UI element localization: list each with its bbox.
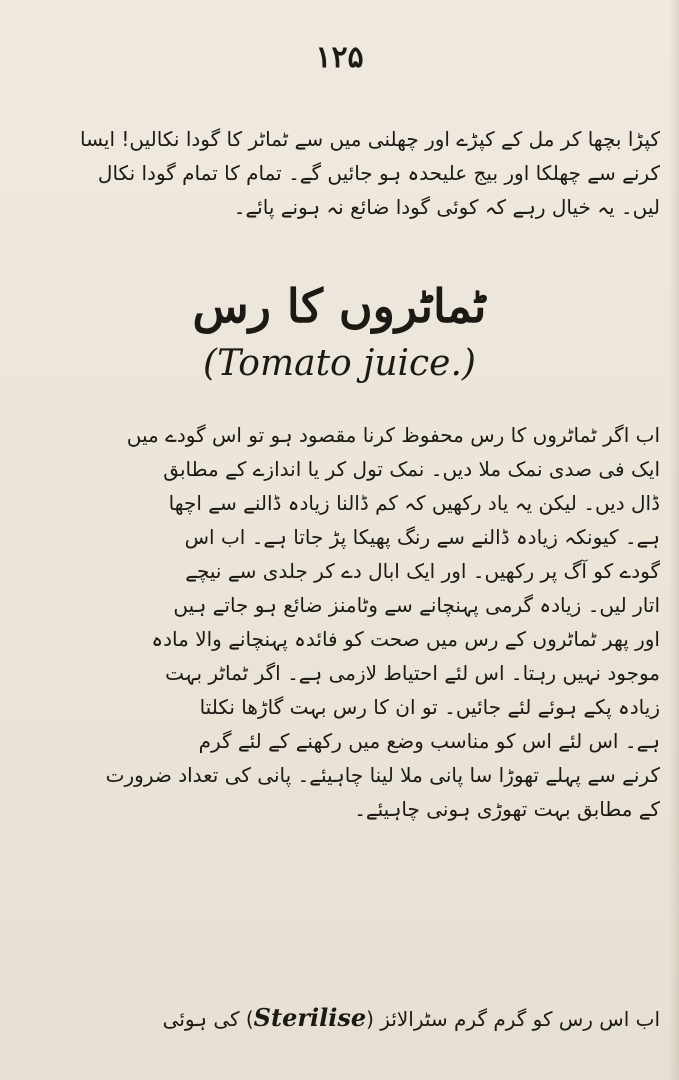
last-text-line xyxy=(60,998,660,1038)
main-paragraph xyxy=(58,418,660,826)
text-line: موجود نہیں رہتا۔ اس لئے احتیاط لازمی ہے۔ اگر ٹماٹر بہت xyxy=(165,661,660,685)
text-line: کرنے سے پہلے تھوڑا سا پانی ملا لینا چاہیئے۔ پانی کی تعداد ضرورت xyxy=(105,763,660,787)
text-line: ہے۔ اس لئے اس کو مناسب وضع میں رکھنے کے لئے گرم xyxy=(198,729,660,753)
text-line: اتار لیں۔ زیادہ گرمی پہنچانے سے وٹامنز ضائع ہو جاتے ہیں xyxy=(173,593,660,617)
section-heading-english: (Tomato juice.) xyxy=(203,343,476,384)
text-line: کے مطابق بہت تھوڑی ہونی چاہیئے۔ xyxy=(354,797,660,821)
text-line: ڈال دیں۔ لیکن یہ یاد رکھیں کہ کم ڈالنا زیادہ ڈالنے سے اچھا xyxy=(168,491,660,515)
page-number: ۱۲۵ xyxy=(315,40,364,75)
text-line: کرنے سے چھلکا اور بیج علیحدہ ہو جائیں گے۔ تمام کا تمام گودا نکال xyxy=(97,161,660,185)
text-line: کپڑا بچھا کر مل کے کپڑے اور چھلنی میں سے ٹماٹر کا گودا نکالیں! ایسا xyxy=(79,127,660,151)
page-edge-shadow xyxy=(669,0,679,1080)
section-heading-urdu: ٹماٹروں کا رس xyxy=(192,279,487,333)
text-line: زیادہ پکے ہوئے لئے جائیں۔ تو ان کا رس بہت گاڑھا نکلتا xyxy=(199,695,660,719)
text-line: اب اگر ٹماٹروں کا رس محفوظ کرنا مقصود ہو تو اس گودے میں xyxy=(126,423,660,447)
text-line: لیں۔ یہ خیال رہے کہ کوئی گودا ضائع نہ ہونے پائے۔ xyxy=(233,195,660,219)
intro-paragraph xyxy=(58,122,660,224)
last-line-after: ) کی ہوئی xyxy=(162,1007,254,1031)
text-line: ایک فی صدی نمک ملا دیں۔ نمک تول کر یا اندازے کے مطابق xyxy=(163,457,660,481)
text-line: اور پھر ٹماٹروں کے رس میں صحت کو فائدہ پہنچانے والا مادہ xyxy=(151,627,660,651)
text-line: گودے کو آگ پر رکھیں۔ اور ایک ابال دے کر جلدی سے نیچے xyxy=(185,559,660,583)
sterilise-term: Sterilise xyxy=(253,1003,367,1032)
last-line-before: اب اس رس کو گرم گرم سٹرالائز ( xyxy=(366,1007,660,1031)
text-line: ہے۔ کیونکہ زیادہ ڈالنے سے رنگ پھیکا پڑ جاتا ہے۔ اب اس xyxy=(184,525,660,549)
